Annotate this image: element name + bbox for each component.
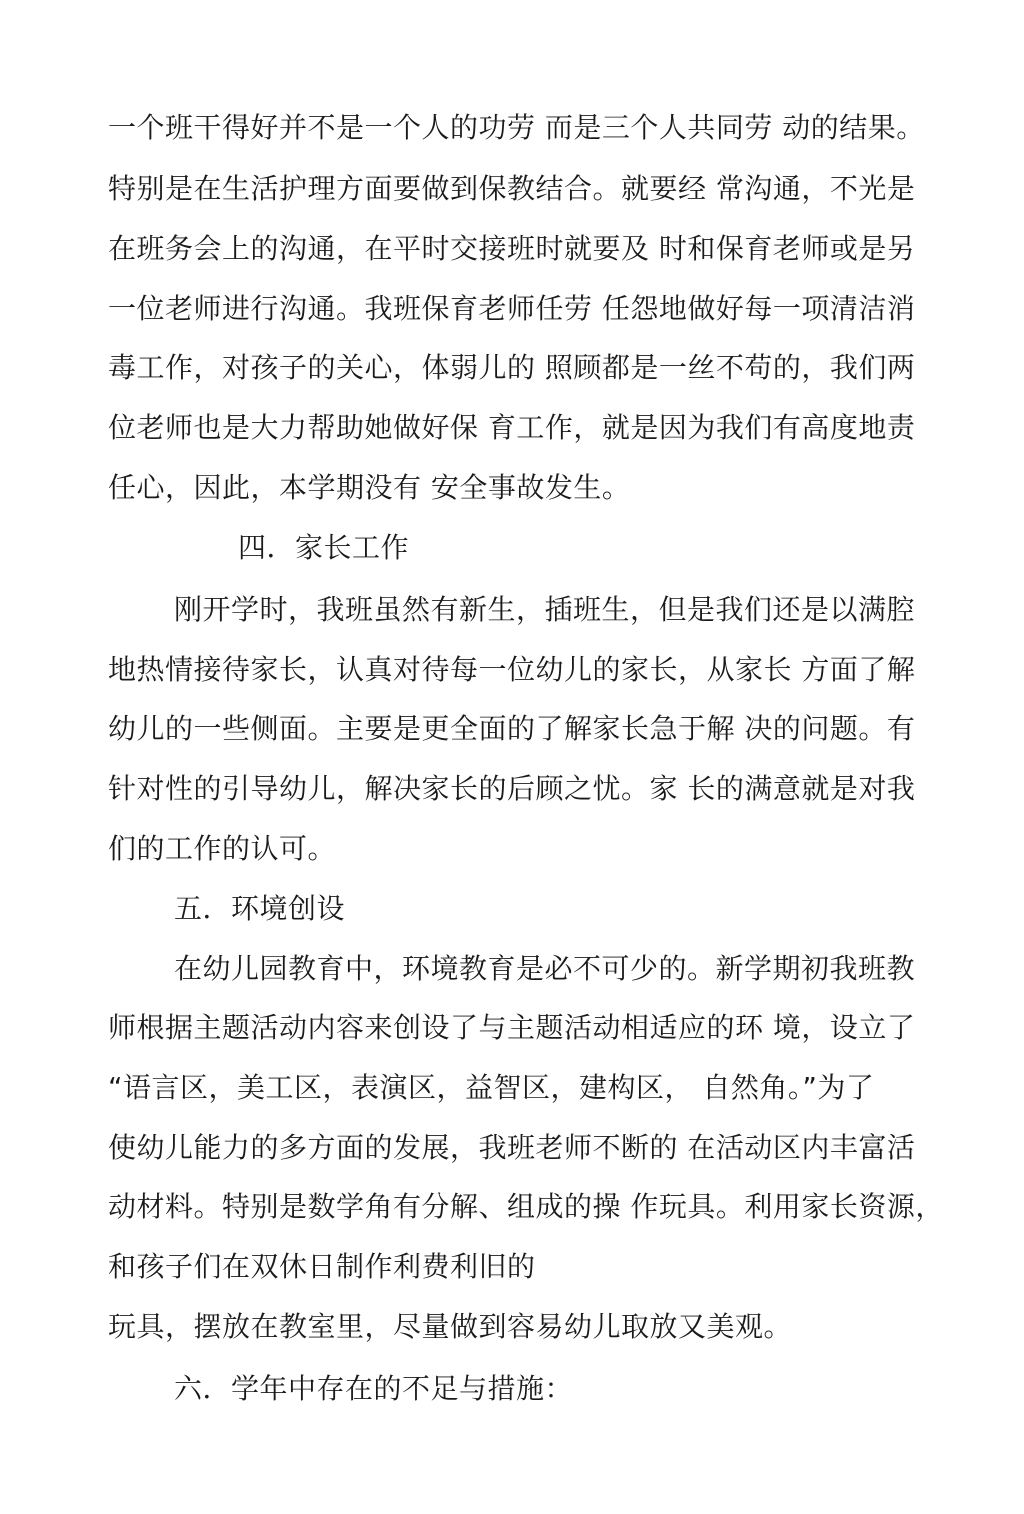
section-heading: 五．环境创设	[174, 892, 346, 925]
body-text-line: 玩具，摆放在教室里，尽量做到容易幼儿取放又美观。	[108, 1310, 793, 1343]
body-text-line: 刚开学时，我班虽然有新生，插班生，但是我们还是以满腔	[174, 593, 916, 626]
body-text-line: 动材料。特别是数学角有分解、组成的操 作玩具。利用家长资源，	[108, 1190, 944, 1223]
body-text-line: 位老师也是大力帮助她做好保 育工作，就是因为我们有高度地责	[108, 411, 916, 444]
body-text-line: “语言区，美工区，表演区，益智区，建构区， 自然角。”为了	[108, 1071, 875, 1104]
body-text-line: 们的工作的认可。	[108, 832, 337, 865]
body-text-line: 地热情接待家长，认真对待每一位幼儿的家长，从家长 方面了解	[108, 653, 916, 686]
body-text-line: 一个班干得好并不是一个人的功劳 而是三个人共同劳 动的结果。	[108, 111, 925, 144]
body-text-line: 毒工作，对孩子的关心，体弱儿的 照顾都是一丝不苟的，我们两	[108, 351, 916, 384]
section-heading: 四．家长工作	[238, 531, 410, 564]
body-text-line: 在幼儿园教育中，环境教育是必不可少的。新学期初我班教	[174, 952, 916, 985]
body-text-line: 任心，因此，本学期没有 安全事故发生。	[108, 471, 631, 504]
body-text-line: 针对性的引导幼儿，解决家长的后顾之忧。家 长的满意就是对我	[108, 772, 916, 805]
body-text-line: 使幼儿能力的多方面的发展，我班老师不断的 在活动区内丰富活	[108, 1131, 916, 1164]
section-heading: 六．学年中存在的不足与措施：	[174, 1372, 574, 1405]
body-text-line: 幼儿的一些侧面。主要是更全面的了解家长急于解 决的问题。有	[108, 712, 916, 745]
body-text-line: 特别是在生活护理方面要做到保教结合。就要经 常沟通，不光是	[108, 172, 916, 205]
body-text-line: 和孩子们在双休日制作利费利旧的	[108, 1250, 536, 1283]
body-text-line: 一位老师进行沟通。我班保育老师任劳 任怨地做好每一项清洁消	[108, 292, 916, 325]
body-text-line: 师根据主题活动内容来创设了与主题活动相适应的环 境，设立了	[108, 1011, 916, 1044]
body-text-line: 在班务会上的沟通，在平时交接班时就要及 时和保育老师或是另	[108, 232, 916, 265]
